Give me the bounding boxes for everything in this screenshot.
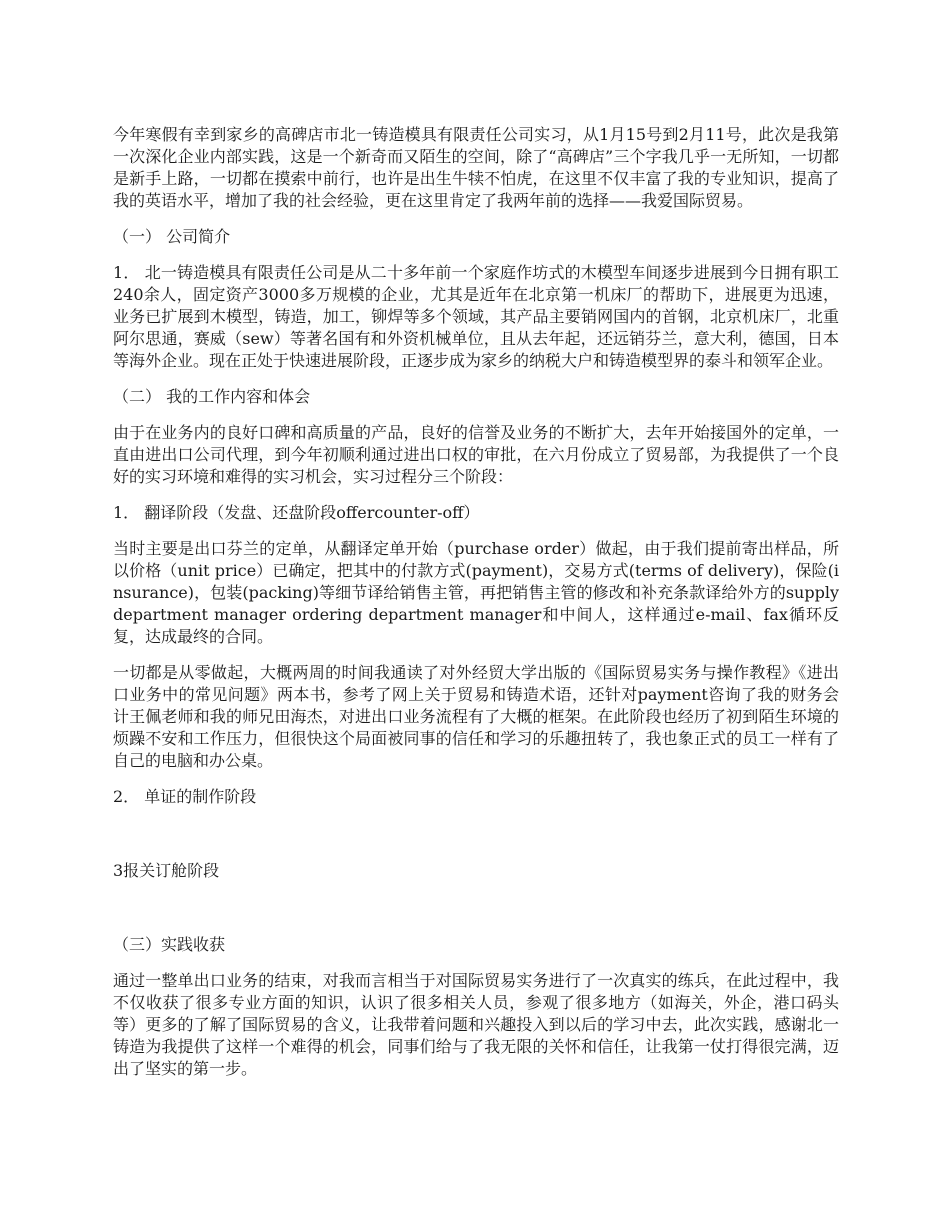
- section-heading-company-profile: （一） 公司简介: [113, 227, 231, 246]
- section-heading-work-content: （二） 我的工作内容和体会: [113, 387, 311, 406]
- section-heading-harvest: （三）实践收获: [113, 935, 226, 954]
- translation-paragraph: 当时主要是出口芬兰的定单，从翻译定单开始（purchase order）做起，由于我们提前寄出样品，所以价格（unit price）已确定，把其中的付款方式(payment)，交易方式(terms of delivery)，保险(insurance)，包装(packing)等细节译给销售主管，再把销售主管的修改和补充条款译给外方的supply department manager ordering department manager和中间人，这样通过e-mail、fax循环反复，达成最终的合同。: [113, 539, 839, 646]
- blank-space: [113, 896, 839, 934]
- stage-heading-customs: 3报关订舱阶段: [113, 861, 220, 880]
- intro-paragraph: 今年寒假有幸到家乡的高碑店市北一铸造模具有限责任公司实习，从1月15号到2月11号，此次是我第一次深化企业内部实践，这是一个新奇而又陌生的空间，除了“高碑店”三个字我几乎一无所知，一切都是新手上路，一切都在摸索中前行，也许是出生牛犊不怕虎，在这里不仅丰富了我的专业知识，提高了我的英语水平，增加了我的社会经验，更在这里肯定了我两年前的选择——我爱国际贸易。: [113, 125, 839, 210]
- blank-space: [113, 822, 839, 860]
- work-paragraph: 由于在业务内的良好口碑和高质量的产品，良好的信誉及业务的不断扩大，去年开始接国外的定单，一直由进出口公司代理，到今年初顺利通过进出口权的审批，在六月份成立了贸易部，为我提供了一个良好的实习环境和难得的实习机会，实习过程分三个阶段：: [113, 423, 839, 486]
- stage-heading-translation: 1． 翻译阶段（发盘、还盘阶段offercounter-off）: [113, 503, 480, 522]
- company-paragraph: 1． 北一铸造模具有限责任公司是从二十多年前一个家庭作坊式的木模型车间逐步进展到今日拥有职工240余人，固定资产3000多万规模的企业，尤其是近年在北京第一机床厂的帮助下，进展更为迅速，业务已扩展到木模型，铸造，加工，铆焊等多个领域，其产品主要销网国内的首钢，北京机床厂，北重阿尔思通，赛威（sew）等著名国有和外资机械单位，且从去年起，还远销芬兰，意大利，德国，日本等海外企业。现在正处于快速进展阶段，正逐步成为家乡的纳税大户和铸造模型界的泰斗和领军企业。: [113, 263, 839, 370]
- harvest-paragraph: 通过一整单出口业务的结束，对我而言相当于对国际贸易实务进行了一次真实的练兵，在此过程中，我不仅收获了很多专业方面的知识，认识了很多相关人员，参观了很多地方（如海关，外企，港口码头等）更多的了解了国际贸易的含义，让我带着问题和兴趣投入到以后的学习中去，此次实践，感谢北一铸造为我提供了这样一个难得的机会，同事们给与了我无限的关怀和信任，让我第一仗打得很完满，迈出了坚实的第一步。: [113, 971, 839, 1078]
- document-page: [113, 124, 839, 1094]
- learning-paragraph: 一切都是从零做起，大概两周的时间我通读了对外经贸大学出版的《国际贸易实务与操作教程》《进出口业务中的常见问题》两本书，参考了网上关于贸易和铸造术语，还针对payment咨询了我的财务会计王佩老师和我的师兄田海杰，对进出口业务流程有了大概的框架。在此阶段也经历了初到陌生环境的烦躁不安和工作压力，但很快这个局面被同事的信任和学习的乐趣扭转了，我也象正式的员工一样有了自己的电脑和办公桌。: [113, 663, 839, 770]
- stage-heading-documents: 2． 单证的制作阶段: [113, 787, 257, 806]
